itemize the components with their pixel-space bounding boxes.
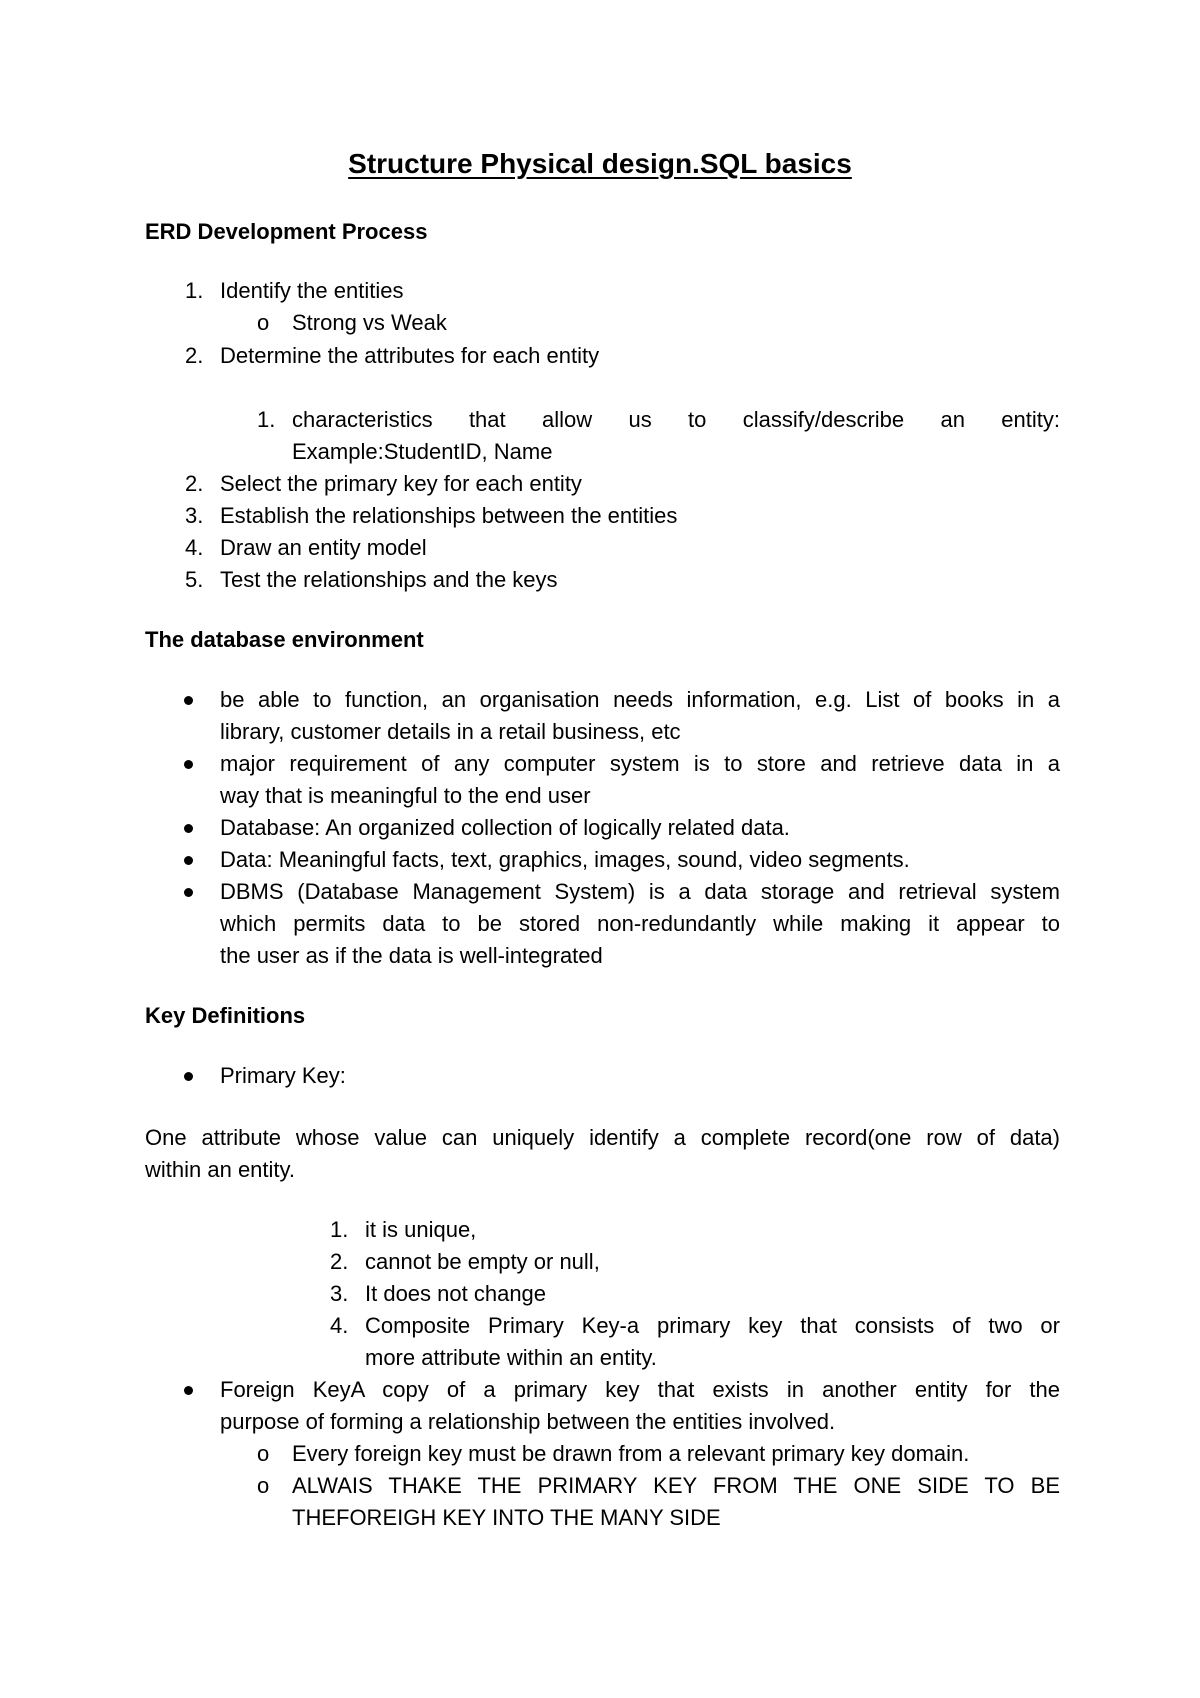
bullet-item-foreign-key: Foreign KeyA copy of a primary key that exists in another entity for the <box>220 1377 1060 1402</box>
list-item: It does not change <box>365 1281 547 1306</box>
bullet-item: major requirement of any computer system is to store and retrieve data in a <box>220 751 1060 776</box>
list-marker: 2. <box>185 471 204 496</box>
sub-list-marker: o <box>257 1473 270 1498</box>
list-marker: 5. <box>185 567 204 592</box>
sub-list-marker: o <box>257 310 270 335</box>
bullet-icon <box>184 1072 193 1081</box>
list-marker: 1. <box>330 1217 349 1242</box>
sub-list-item: Strong vs Weak <box>292 310 447 335</box>
bullet-item-continuation: which permits data to be stored non-redundantly while making it appear to <box>220 911 1060 936</box>
section-heading-erd: ERD Development Process <box>145 219 428 244</box>
bullet-icon <box>184 888 193 897</box>
list-item-continuation: Example:StudentID, Name <box>292 439 553 464</box>
bullet-item-continuation: way that is meaningful to the end user <box>220 783 591 808</box>
paragraph-continuation: within an entity. <box>145 1157 296 1182</box>
list-item: it is unique, <box>365 1217 477 1242</box>
bullet-item-primary-key: Primary Key: <box>220 1063 346 1088</box>
list-marker: 4. <box>330 1313 349 1338</box>
list-marker: 2. <box>185 343 204 368</box>
paragraph: One attribute whose value can uniquely identify a complete record(one row of data) <box>145 1125 1060 1150</box>
list-marker: 2. <box>330 1249 349 1274</box>
sub-list-item: Every foreign key must be drawn from a relevant primary key domain. <box>292 1441 970 1466</box>
sub-list-item: ALWAIS THAKE THE PRIMARY KEY FROM THE ONE SIDE TO BE <box>292 1473 1060 1498</box>
list-item: characteristics that allow us to classify/describe an entity: <box>292 407 1060 432</box>
bullet-item-continuation: the user as if the data is well-integrated <box>220 943 603 968</box>
bullet-icon <box>184 1386 193 1395</box>
bullet-icon <box>184 824 193 833</box>
bullet-item-continuation: purpose of forming a relationship between the entities involved. <box>220 1409 836 1434</box>
list-marker: 3. <box>185 503 204 528</box>
bullet-icon <box>184 696 193 705</box>
bullet-item-continuation: library, customer details in a retail business, etc <box>220 719 681 744</box>
list-item: Determine the attributes for each entity <box>220 343 600 368</box>
list-item: Establish the relationships between the entities <box>220 503 678 528</box>
list-marker: 1. <box>257 407 276 432</box>
bullet-icon <box>184 856 193 865</box>
list-item: Test the relationships and the keys <box>220 567 558 592</box>
sub-list-marker: o <box>257 1441 270 1466</box>
sub-list-item-continuation: THEFOREIGH KEY INTO THE MANY SIDE <box>292 1505 721 1530</box>
bullet-item: be able to function, an organisation needs information, e.g. List of books in a <box>220 687 1060 712</box>
bullet-item: Data: Meaningful facts, text, graphics, images, sound, video segments. <box>220 847 910 872</box>
bullet-item: Database: An organized collection of logically related data. <box>220 815 790 840</box>
section-heading-environment: The database environment <box>145 627 424 652</box>
section-heading-key-definitions: Key Definitions <box>145 1003 306 1028</box>
list-item: Composite Primary Key-a primary key that consists of two or <box>365 1313 1060 1338</box>
bullet-icon <box>184 760 193 769</box>
list-item-continuation: more attribute within an entity. <box>365 1345 657 1370</box>
bullet-item: DBMS (Database Management System) is a data storage and retrieval system <box>220 879 1060 904</box>
list-item: cannot be empty or null, <box>365 1249 600 1274</box>
list-marker: 3. <box>330 1281 349 1306</box>
page-title: Structure Physical design.SQL basics <box>348 148 852 179</box>
list-item: Select the primary key for each entity <box>220 471 582 496</box>
list-marker: 1. <box>185 278 204 303</box>
list-item: Draw an entity model <box>220 535 427 560</box>
list-marker: 4. <box>185 535 204 560</box>
list-item: Identify the entities <box>220 278 404 303</box>
